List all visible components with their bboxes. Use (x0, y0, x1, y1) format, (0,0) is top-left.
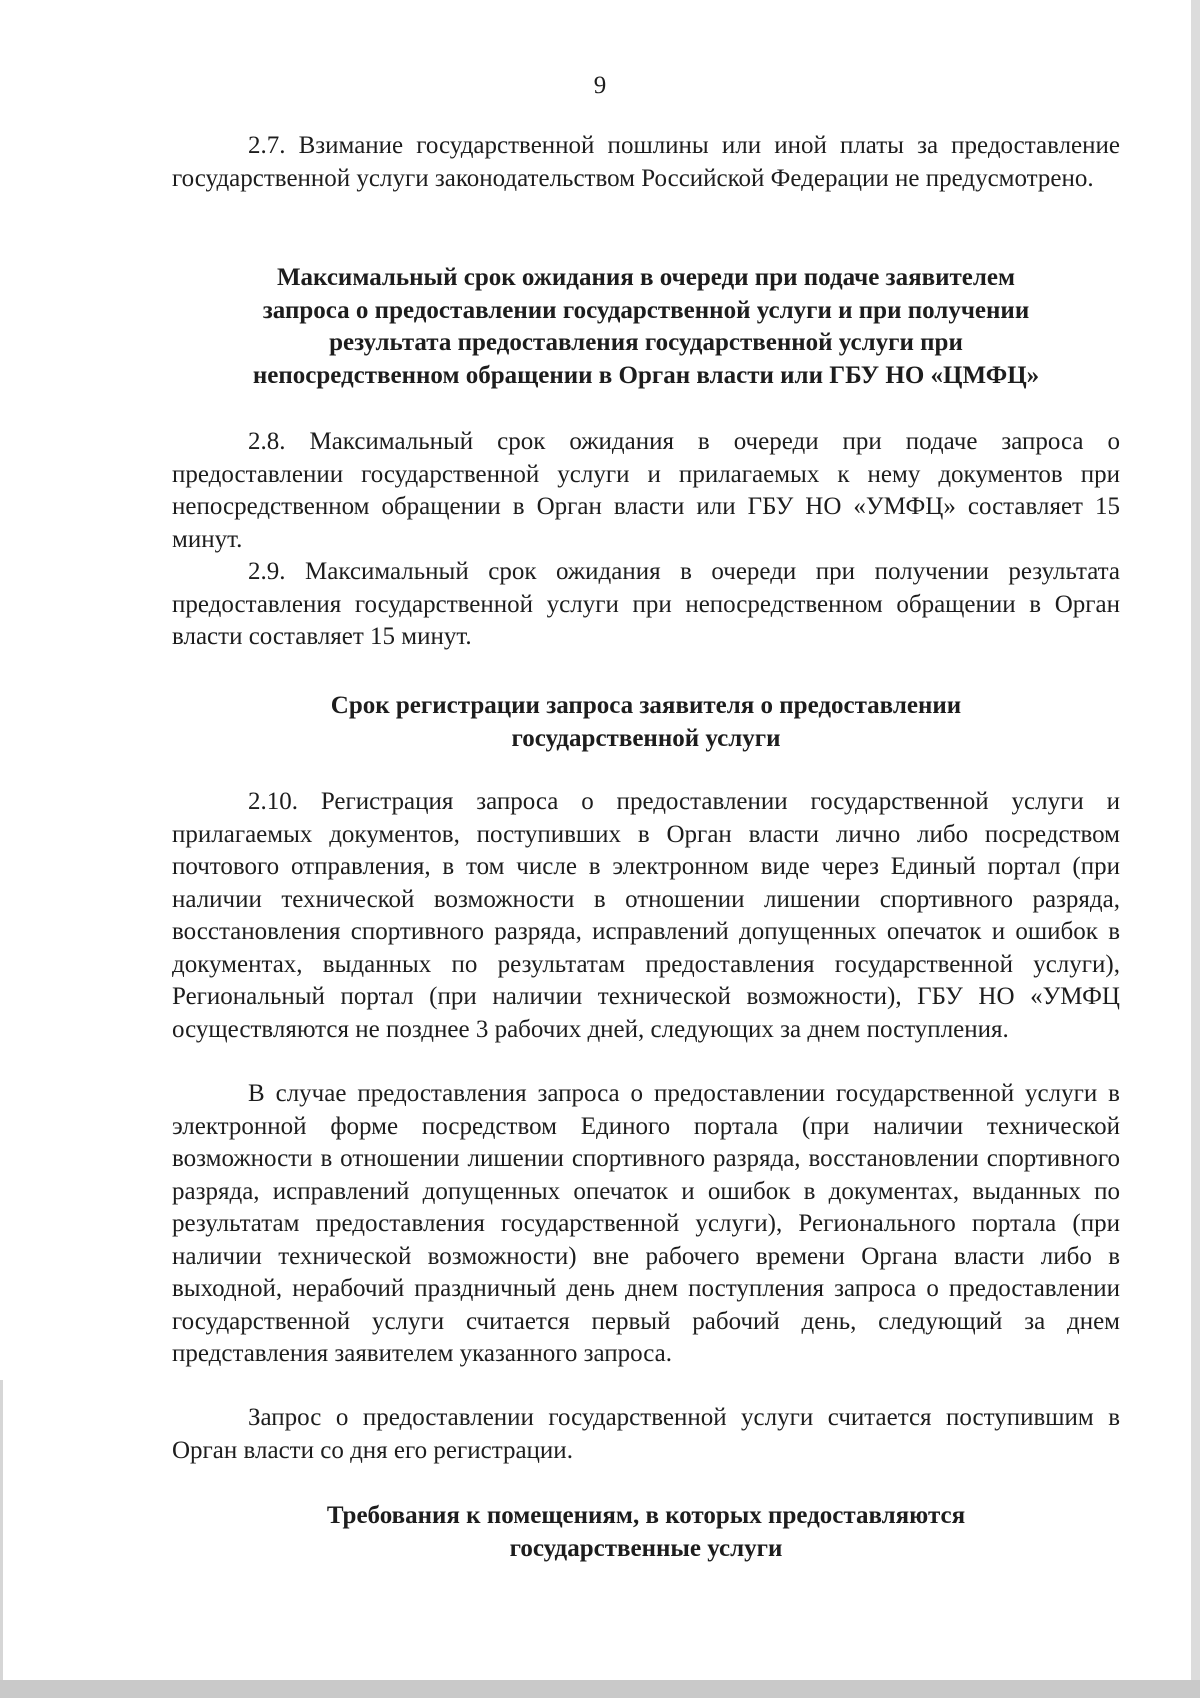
paragraph-2-9: 2.9. Максимальный срок ожидания в очереди при получении результата предоставления государственной услуги при непосредственном обращении в Орган власти составляет 15 минут. (172, 558, 1120, 650)
paragraph-2-10: 2.10. Регистрация запроса о предоставлении государственной услуги и прилагаемых документов, поступивших в Орган власти лично либо посредством почтового отправления, в том числе в электронном виде через Единый портал (при наличии технической возможности в отношении лишении спортивного разряда, восстановления спортивного разряда, исправлений допущенных опечаток и ошибок в документах, выданных по результатам предоставления государственной услуги), Региональный портал (при наличии технической возможности), ГБУ НО «УМФЦ осуществляются не позднее 3 рабочих дней, следующих за днем поступления. (172, 788, 1120, 1043)
heading-premises-requirements (172, 1500, 1120, 1565)
paragraph-2-7: 2.7. Взимание государственной пошлины или иной платы за предоставление государственной услуги законодательством Российской Федерации не предусмотрено. (172, 132, 1120, 192)
heading-line: запроса о предоставлении государственной услуги и при получении (262, 296, 1030, 324)
heading-line: результата предоставления государственной услуги при (329, 329, 963, 356)
heading-line: Требования к помещениям, в которых предоставляются (326, 1502, 966, 1529)
paragraph-electronic-request: В случае предоставления запроса о предоставлении государственной услуги в электронной форме посредством Единого портала (при наличии технической возможности в отношении лишении спортивного разряда, восстановлении спортивного разряда, исправлений допущенных опечаток и ошибок в документах, выданных по результатам предоставления государственной услуги), Регионального портала (при наличии технической возможности) вне рабочего времени Органа власти либо в выходной, нерабочий праздничный день днем поступления запроса о предоставлении государственной услуги считается первый рабочий день, следующий за днем представления заявителем указанного запроса. (172, 1080, 1120, 1367)
heading-line: государственные услуги (509, 1534, 783, 1562)
heading-line: государственной услуги (511, 724, 781, 752)
scan-edge-left (0, 1380, 3, 1698)
heading-max-wait-time (172, 262, 1120, 392)
scan-edge-right (1191, 0, 1200, 1698)
heading-registration-term (172, 690, 1120, 755)
heading-line: непосредственном обращении в Орган власти или ГБУ НО «ЦМФЦ» (252, 361, 1040, 389)
paragraph-request-received: Запрос о предоставлении государственной услуги считается поступившим в Орган власти со дня его регистрации. (172, 1404, 1120, 1464)
scan-edge-bottom (0, 1680, 1200, 1698)
paragraph-2-8: 2.8. Максимальный срок ожидания в очереди при подаче запроса о предоставлении государственной услуги и прилагаемых к нему документов при непосредственном обращении в Орган власти или ГБУ НО «УМФЦ» составляет 15 минут. (172, 428, 1120, 553)
page-number: 9 (593, 72, 607, 99)
heading-line: Срок регистрации запроса заявителя о предоставлении (330, 692, 962, 719)
heading-line: Максимальный срок ожидания в очереди при подаче заявителем (276, 264, 1016, 291)
